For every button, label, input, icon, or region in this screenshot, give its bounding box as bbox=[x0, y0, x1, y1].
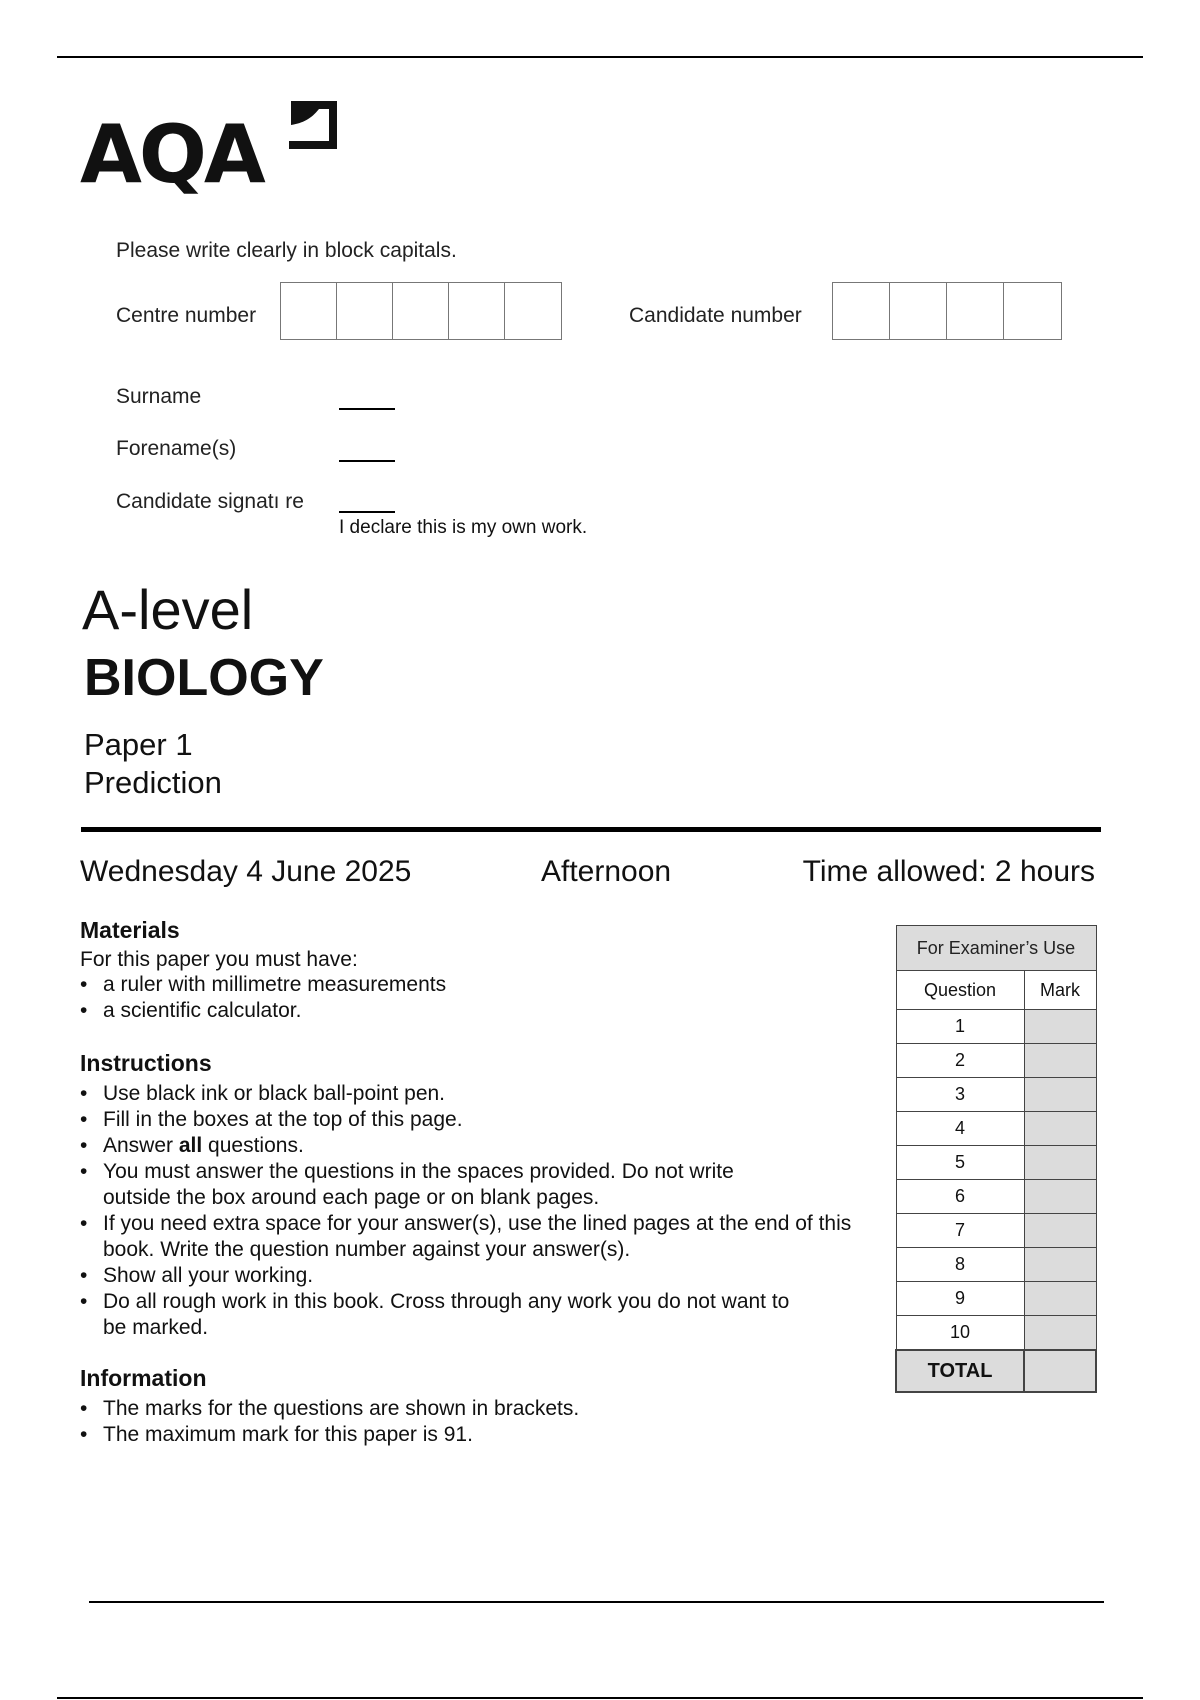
centre-number-digit-box[interactable] bbox=[393, 283, 449, 339]
mark-cell[interactable] bbox=[1024, 1010, 1096, 1044]
information-heading: Information bbox=[80, 1365, 207, 1391]
centre-number-boxes bbox=[280, 282, 562, 340]
question-column-header: Question bbox=[896, 971, 1024, 1010]
instruction-item-emphasis: all bbox=[178, 1134, 203, 1157]
information-item: • The maximum mark for this paper is 91. bbox=[80, 1422, 880, 1448]
time-allowed: Time allowed: 2 hours bbox=[802, 855, 1095, 888]
materials-item: • a scientific calculator. bbox=[80, 998, 880, 1024]
candidate-number-digit-box[interactable] bbox=[890, 283, 947, 339]
candidate-number-label: Candidate number bbox=[629, 304, 802, 327]
instructions-column bbox=[80, 917, 880, 1448]
mark-cell[interactable] bbox=[1024, 1282, 1096, 1316]
materials-intro: For this paper you must have: bbox=[80, 948, 358, 971]
instruction-item: • Do all rough work in this book. Cross through any work you do not want to be marked. bbox=[80, 1289, 813, 1341]
instruction-item: • If you need extra space for your answer(s), use the lined pages at the end of this book. Write the question number against your answer(s). bbox=[80, 1211, 883, 1263]
instruction-item: • Use black ink or black ball-point pen. bbox=[80, 1081, 880, 1107]
instruction-item: • You must answer the questions in the spaces provided. Do not write outside the box around each page or on blank pages. bbox=[80, 1159, 783, 1211]
instruction-item-text: Answer bbox=[103, 1134, 179, 1157]
candidate-number-boxes bbox=[832, 282, 1062, 340]
instruction-item: • Fill in the boxes at the top of this page. bbox=[80, 1107, 880, 1133]
question-number: 9 bbox=[896, 1282, 1024, 1316]
question-number: 2 bbox=[896, 1044, 1024, 1078]
question-number: 5 bbox=[896, 1146, 1024, 1180]
candidate-number-digit-box[interactable] bbox=[1004, 283, 1061, 339]
mark-cell[interactable] bbox=[1024, 1112, 1096, 1146]
examiners-use-title: For Examiner’s Use bbox=[896, 926, 1096, 971]
mark-cell[interactable] bbox=[1024, 1044, 1096, 1078]
question-number: 3 bbox=[896, 1078, 1024, 1112]
total-mark-cell[interactable] bbox=[1024, 1350, 1096, 1392]
centre-number-digit-box[interactable] bbox=[337, 283, 393, 339]
signature-field[interactable] bbox=[339, 511, 395, 513]
signature-label: Candidate signatı re bbox=[116, 490, 304, 513]
exam-session: Afternoon bbox=[541, 855, 672, 888]
centre-number-label: Centre number bbox=[116, 304, 257, 327]
candidate-number-digit-box[interactable] bbox=[947, 283, 1004, 339]
materials-section bbox=[80, 917, 880, 1024]
question-number: 6 bbox=[896, 1180, 1024, 1214]
mark-cell[interactable] bbox=[1024, 1316, 1096, 1351]
question-number: 7 bbox=[896, 1214, 1024, 1248]
instructions-heading: Instructions bbox=[80, 1050, 212, 1076]
mark-cell[interactable] bbox=[1024, 1180, 1096, 1214]
materials-heading: Materials bbox=[80, 917, 180, 943]
centre-number-digit-box[interactable] bbox=[505, 283, 561, 339]
question-number: 4 bbox=[896, 1112, 1024, 1146]
exam-date: Wednesday 4 June 2025 bbox=[80, 855, 412, 888]
qualification-level: A-level bbox=[82, 578, 254, 641]
information-list bbox=[80, 1396, 880, 1448]
question-number: 10 bbox=[896, 1316, 1024, 1351]
instruction-item bbox=[80, 1133, 880, 1159]
title-rule bbox=[81, 827, 1101, 832]
total-label: TOTAL bbox=[896, 1350, 1024, 1392]
materials-list bbox=[80, 972, 880, 1024]
aqa-flag-icon bbox=[283, 97, 341, 155]
mark-column-header: Mark bbox=[1024, 971, 1096, 1010]
paper-number: Paper 1 bbox=[84, 727, 193, 762]
question-number: 8 bbox=[896, 1248, 1024, 1282]
instructions-list bbox=[80, 1081, 880, 1341]
centre-number-digit-box[interactable] bbox=[281, 283, 337, 339]
aqa-logo bbox=[80, 95, 350, 201]
materials-item: • a ruler with millimetre measurements bbox=[80, 972, 880, 998]
surname-label: Surname bbox=[116, 385, 202, 408]
block-capitals-instruction: Please write clearly in block capitals. bbox=[116, 239, 457, 262]
forename-label: Forename(s) bbox=[116, 437, 237, 460]
mark-cell[interactable] bbox=[1024, 1214, 1096, 1248]
paper-subtitle: Prediction bbox=[84, 765, 222, 800]
footer-rule bbox=[89, 1601, 1104, 1603]
top-rule bbox=[57, 56, 1143, 58]
mark-cell[interactable] bbox=[1024, 1078, 1096, 1112]
aqa-logo-text: AQA bbox=[80, 108, 263, 201]
declaration-text: I declare this is my own work. bbox=[339, 517, 588, 538]
page-bottom-rule bbox=[57, 1697, 1143, 1699]
examiners-use-table bbox=[895, 925, 1097, 1393]
candidate-number-digit-box[interactable] bbox=[833, 283, 890, 339]
mark-cell[interactable] bbox=[1024, 1248, 1096, 1282]
question-number: 1 bbox=[896, 1010, 1024, 1044]
instruction-item-text: questions. bbox=[202, 1134, 304, 1157]
surname-field[interactable] bbox=[339, 408, 395, 410]
subject-title: BIOLOGY bbox=[84, 649, 324, 707]
instructions-section bbox=[80, 1050, 880, 1341]
information-item: • The marks for the questions are shown in brackets. bbox=[80, 1396, 880, 1422]
centre-number-digit-box[interactable] bbox=[449, 283, 505, 339]
instruction-item: • Show all your working. bbox=[80, 1263, 880, 1289]
information-section bbox=[80, 1365, 880, 1448]
forename-field[interactable] bbox=[339, 460, 395, 462]
mark-cell[interactable] bbox=[1024, 1146, 1096, 1180]
